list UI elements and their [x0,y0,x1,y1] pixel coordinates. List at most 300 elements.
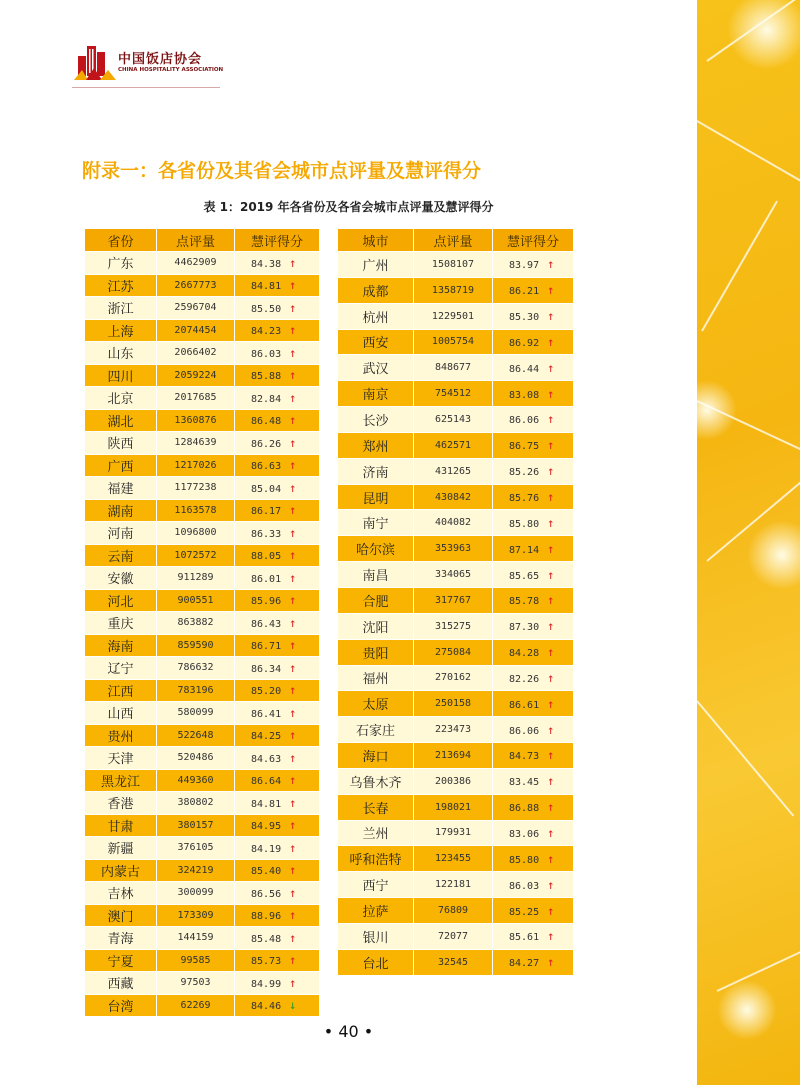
row-score-cell [235,274,320,297]
arrow-up-icon: ↑ [547,360,555,375]
row-score-cell [235,949,320,972]
row-score: 86.34 [251,663,282,675]
arrow-up-icon: ↑ [547,748,555,763]
column-header-score: 慧评得分 [493,229,574,252]
row-score: 85.65 [509,570,540,582]
table-row [85,477,320,500]
table-row [338,432,574,458]
arrow-up-icon: ↑ [289,660,297,675]
row-name: 湖北 [85,409,157,432]
row-name: 济南 [338,458,414,484]
row-review-count: 1508107 [414,252,493,278]
row-name: 台湾 [85,994,157,1017]
arrow-up-icon: ↑ [547,851,555,866]
row-score-cell [493,510,574,536]
arrow-up-icon: ↑ [289,930,297,945]
row-review-count: 404082 [414,510,493,536]
table-row [85,409,320,432]
row-score-cell [235,679,320,702]
row-review-count: 2017685 [157,387,235,410]
row-name: 天津 [85,747,157,770]
arrow-up-icon: ↑ [547,929,555,944]
arrow-up-icon: ↑ [547,283,555,298]
row-review-count: 76809 [414,898,493,924]
table-row [85,927,320,950]
row-score: 85.40 [251,866,282,878]
row-name: 四川 [85,364,157,387]
column-header-count: 点评量 [414,229,493,252]
row-score-cell [235,342,320,365]
row-name: 西藏 [85,972,157,995]
table-row [338,303,574,329]
row-score: 85.80 [509,854,540,866]
table-row [338,717,574,743]
row-name: 香港 [85,792,157,815]
row-score: 84.99 [251,978,282,990]
row-score-cell [235,769,320,792]
table-row [85,567,320,590]
column-header-province: 省份 [85,229,157,252]
row-review-count: 376105 [157,837,235,860]
row-score-cell [235,814,320,837]
row-name: 沈阳 [338,613,414,639]
row-name: 武汉 [338,355,414,381]
row-name: 海口 [338,743,414,769]
table-row [338,510,574,536]
table-row [85,904,320,927]
arrow-up-icon: ↑ [289,323,297,338]
row-name: 石家庄 [338,717,414,743]
row-score: 86.21 [509,286,540,298]
row-score: 86.44 [509,363,540,375]
row-score: 83.06 [509,828,540,840]
arrow-up-icon: ↑ [547,696,555,711]
arrow-up-icon: ↑ [547,386,555,401]
row-review-count: 2667773 [157,274,235,297]
row-score: 86.17 [251,506,282,518]
table-row [338,458,574,484]
arrow-up-icon: ↑ [289,975,297,990]
arrow-up-icon: ↑ [547,334,555,349]
row-score-cell [235,297,320,320]
row-name: 重庆 [85,612,157,635]
arrow-up-icon: ↑ [289,795,297,810]
table-row [338,923,574,949]
row-score: 83.45 [509,777,540,789]
arrow-up-icon: ↑ [547,645,555,660]
arrow-up-icon: ↑ [547,670,555,685]
row-score-cell [493,717,574,743]
table-row [85,634,320,657]
row-name: 南京 [338,381,414,407]
row-score: 86.64 [251,776,282,788]
row-review-count: 324219 [157,859,235,882]
arrow-up-icon: ↑ [547,309,555,324]
row-score: 83.97 [509,260,540,272]
row-name: 成都 [338,277,414,303]
row-review-count: 1177238 [157,477,235,500]
arrow-up-icon: ↑ [547,877,555,892]
row-review-count: 200386 [414,768,493,794]
row-score: 88.05 [251,551,282,563]
arrow-up-icon: ↑ [547,541,555,556]
arrow-up-icon: ↑ [289,615,297,630]
row-review-count: 300099 [157,882,235,905]
row-review-count: 2059224 [157,364,235,387]
row-score: 86.92 [509,337,540,349]
building-logo-icon [72,40,120,84]
row-score-cell [493,381,574,407]
row-score: 85.25 [509,906,540,918]
row-name: 南昌 [338,562,414,588]
row-review-count: 431265 [414,458,493,484]
table-row [338,691,574,717]
row-name: 长春 [338,794,414,820]
row-name: 新疆 [85,837,157,860]
arrow-up-icon: ↑ [289,818,297,833]
row-score: 86.63 [251,461,282,473]
table-row [85,949,320,972]
table-row [85,522,320,545]
table-caption: 表 1：2019 年各省份及各省会城市点评量及慧评得分 [203,200,494,214]
table-row [338,846,574,872]
row-score-cell [235,612,320,635]
row-name: 安徽 [85,567,157,590]
table-row [338,949,574,975]
row-score-cell [235,882,320,905]
row-score-cell [235,724,320,747]
arrow-up-icon: ↑ [289,705,297,720]
row-review-count: 1358719 [414,277,493,303]
row-name: 乌鲁木齐 [338,768,414,794]
row-name: 长沙 [338,407,414,433]
row-score: 84.27 [509,958,540,970]
row-review-count: 911289 [157,567,235,590]
row-name: 贵阳 [338,639,414,665]
row-name: 江苏 [85,274,157,297]
row-score: 84.81 [251,281,282,293]
row-score-cell [493,277,574,303]
row-score-cell [235,927,320,950]
row-score: 86.48 [251,416,282,428]
row-score-cell [493,743,574,769]
arrow-up-icon: ↑ [289,300,297,315]
row-score: 82.26 [509,673,540,685]
row-score: 84.63 [251,753,282,765]
row-name: 澳门 [85,904,157,927]
row-review-count: 1284639 [157,432,235,455]
row-review-count: 462571 [414,432,493,458]
table-row [338,407,574,433]
row-review-count: 859590 [157,634,235,657]
table-header-row [85,229,320,252]
arrow-up-icon: ↑ [547,619,555,634]
row-score: 85.96 [251,596,282,608]
row-review-count: 223473 [414,717,493,743]
row-score-cell [493,432,574,458]
row-score-cell [235,409,320,432]
arrow-up-icon: ↑ [289,773,297,788]
row-score: 86.88 [509,803,540,815]
table-row [338,562,574,588]
row-name: 拉萨 [338,898,414,924]
row-review-count: 1229501 [414,303,493,329]
row-score: 84.81 [251,798,282,810]
table-row [85,297,320,320]
row-name: 河南 [85,522,157,545]
row-score-cell [235,319,320,342]
arrow-up-icon: ↑ [289,503,297,518]
arrow-up-icon: ↑ [547,464,555,479]
table-row [338,665,574,691]
row-score-cell [235,904,320,927]
table-header-row [338,229,574,252]
association-logo [72,40,222,88]
row-score-cell [493,329,574,355]
table-row [85,972,320,995]
page-number: • 40 • [323,1022,374,1041]
row-score: 85.20 [251,686,282,698]
table-row [85,432,320,455]
row-review-count: 900551 [157,589,235,612]
row-score-cell [235,522,320,545]
row-score-cell [493,303,574,329]
row-review-count: 353963 [414,536,493,562]
arrow-up-icon: ↑ [547,515,555,530]
province-table [84,228,320,1017]
row-review-count: 62269 [157,994,235,1017]
arrow-up-icon: ↑ [289,728,297,743]
row-score: 84.95 [251,821,282,833]
row-name: 哈尔滨 [338,536,414,562]
row-score-cell [235,364,320,387]
arrow-up-icon: ↑ [289,458,297,473]
row-name: 宁夏 [85,949,157,972]
table-row [85,499,320,522]
row-review-count: 522648 [157,724,235,747]
row-review-count: 173309 [157,904,235,927]
arrow-up-icon: ↑ [547,774,555,789]
row-name: 太原 [338,691,414,717]
arrow-up-icon: ↑ [547,955,555,970]
row-review-count: 786632 [157,657,235,680]
row-score: 86.56 [251,888,282,900]
row-score: 87.30 [509,622,540,634]
row-score-cell [493,484,574,510]
row-review-count: 2074454 [157,319,235,342]
arrow-up-icon: ↑ [289,750,297,765]
row-score: 87.14 [509,544,540,556]
table-row [338,768,574,794]
arrow-down-icon: ↓ [289,998,297,1013]
row-review-count: 783196 [157,679,235,702]
row-review-count: 213694 [414,743,493,769]
row-score-cell [235,634,320,657]
row-name: 上海 [85,319,157,342]
table-row [85,837,320,860]
table-row [338,381,574,407]
table-row [85,769,320,792]
arrow-up-icon: ↑ [547,412,555,427]
table-row [85,657,320,680]
row-score-cell [235,657,320,680]
arrow-up-icon: ↑ [289,435,297,450]
row-score: 85.88 [251,371,282,383]
arrow-up-icon: ↑ [547,257,555,272]
row-review-count: 32545 [414,949,493,975]
table-row [85,342,320,365]
row-name: 陕西 [85,432,157,455]
row-review-count: 1096800 [157,522,235,545]
row-name: 江西 [85,679,157,702]
row-review-count: 580099 [157,702,235,725]
table-row [338,536,574,562]
row-score: 85.04 [251,483,282,495]
row-score-cell [493,768,574,794]
row-score-cell [493,820,574,846]
row-score-cell [235,792,320,815]
row-review-count: 430842 [414,484,493,510]
table-row [85,544,320,567]
row-review-count: 315275 [414,613,493,639]
row-review-count: 122181 [414,872,493,898]
arrow-up-icon: ↑ [289,953,297,968]
row-name: 河北 [85,589,157,612]
row-review-count: 848677 [414,355,493,381]
appendix-title: 附录一：各省份及其省会城市点评量及慧评得分 [82,160,482,182]
arrow-up-icon: ↑ [289,593,297,608]
row-review-count: 123455 [414,846,493,872]
row-review-count: 1360876 [157,409,235,432]
arrow-up-icon: ↑ [547,567,555,582]
arrow-up-icon: ↑ [289,255,297,270]
table-row [338,484,574,510]
arrow-up-icon: ↑ [289,413,297,428]
row-review-count: 2066402 [157,342,235,365]
row-score-cell [493,665,574,691]
row-score-cell [493,872,574,898]
table-row [85,814,320,837]
table-row [85,612,320,635]
table-row [85,252,320,275]
row-score-cell [235,252,320,275]
row-name: 贵州 [85,724,157,747]
table-row [85,679,320,702]
table-row [85,364,320,387]
row-score-cell [235,589,320,612]
table-row [85,747,320,770]
row-score: 85.76 [509,493,540,505]
table-row [85,454,320,477]
row-score: 85.50 [251,303,282,315]
row-review-count: 863882 [157,612,235,635]
arrow-up-icon: ↑ [547,903,555,918]
row-review-count: 334065 [414,562,493,588]
row-name: 辽宁 [85,657,157,680]
row-score-cell [493,923,574,949]
row-name: 昆明 [338,484,414,510]
arrow-up-icon: ↑ [547,490,555,505]
row-score-cell [493,949,574,975]
row-review-count: 97503 [157,972,235,995]
row-score: 84.28 [509,648,540,660]
arrow-up-icon: ↑ [289,390,297,405]
arrow-up-icon: ↑ [289,683,297,698]
row-score: 86.03 [509,880,540,892]
row-score-cell [235,972,320,995]
row-review-count: 380802 [157,792,235,815]
row-name: 福建 [85,477,157,500]
row-review-count: 520486 [157,747,235,770]
row-score-cell [235,499,320,522]
table-row [85,274,320,297]
row-name: 湖南 [85,499,157,522]
row-score-cell [493,252,574,278]
table-row [85,724,320,747]
table-row [85,792,320,815]
row-name: 南宁 [338,510,414,536]
column-header-city: 城市 [338,229,414,252]
row-review-count: 2596704 [157,297,235,320]
arrow-up-icon: ↑ [289,840,297,855]
arrow-up-icon: ↑ [289,638,297,653]
row-score: 86.06 [509,725,540,737]
row-score: 85.80 [509,518,540,530]
row-score: 84.38 [251,258,282,270]
row-score-cell [493,691,574,717]
table-row [85,702,320,725]
row-review-count: 380157 [157,814,235,837]
row-review-count: 198021 [414,794,493,820]
row-name: 海南 [85,634,157,657]
row-score: 86.43 [251,618,282,630]
arrow-up-icon: ↑ [289,345,297,360]
table-row [338,355,574,381]
row-score-cell [235,544,320,567]
row-review-count: 1072572 [157,544,235,567]
table-row [85,859,320,882]
city-table [337,228,574,976]
row-name: 广东 [85,252,157,275]
row-review-count: 250158 [414,691,493,717]
arrow-up-icon: ↑ [289,908,297,923]
row-score-cell [493,846,574,872]
row-name: 郑州 [338,432,414,458]
table-row [338,613,574,639]
row-score-cell [493,898,574,924]
arrow-up-icon: ↑ [547,593,555,608]
row-name: 兰州 [338,820,414,846]
row-review-count: 270162 [414,665,493,691]
row-name: 内蒙古 [85,859,157,882]
table-row [338,587,574,613]
row-score: 85.26 [509,467,540,479]
row-name: 杭州 [338,303,414,329]
logo-chinese-name: 中国饭店协会 [118,52,203,67]
row-score: 85.61 [509,932,540,944]
table-row [338,639,574,665]
table-row [338,277,574,303]
row-review-count: 179931 [414,820,493,846]
row-score: 86.61 [509,699,540,711]
row-review-count: 317767 [414,587,493,613]
row-name: 青海 [85,927,157,950]
table-row [338,743,574,769]
row-name: 云南 [85,544,157,567]
row-score-cell [493,587,574,613]
row-score-cell [235,994,320,1017]
row-name: 北京 [85,387,157,410]
